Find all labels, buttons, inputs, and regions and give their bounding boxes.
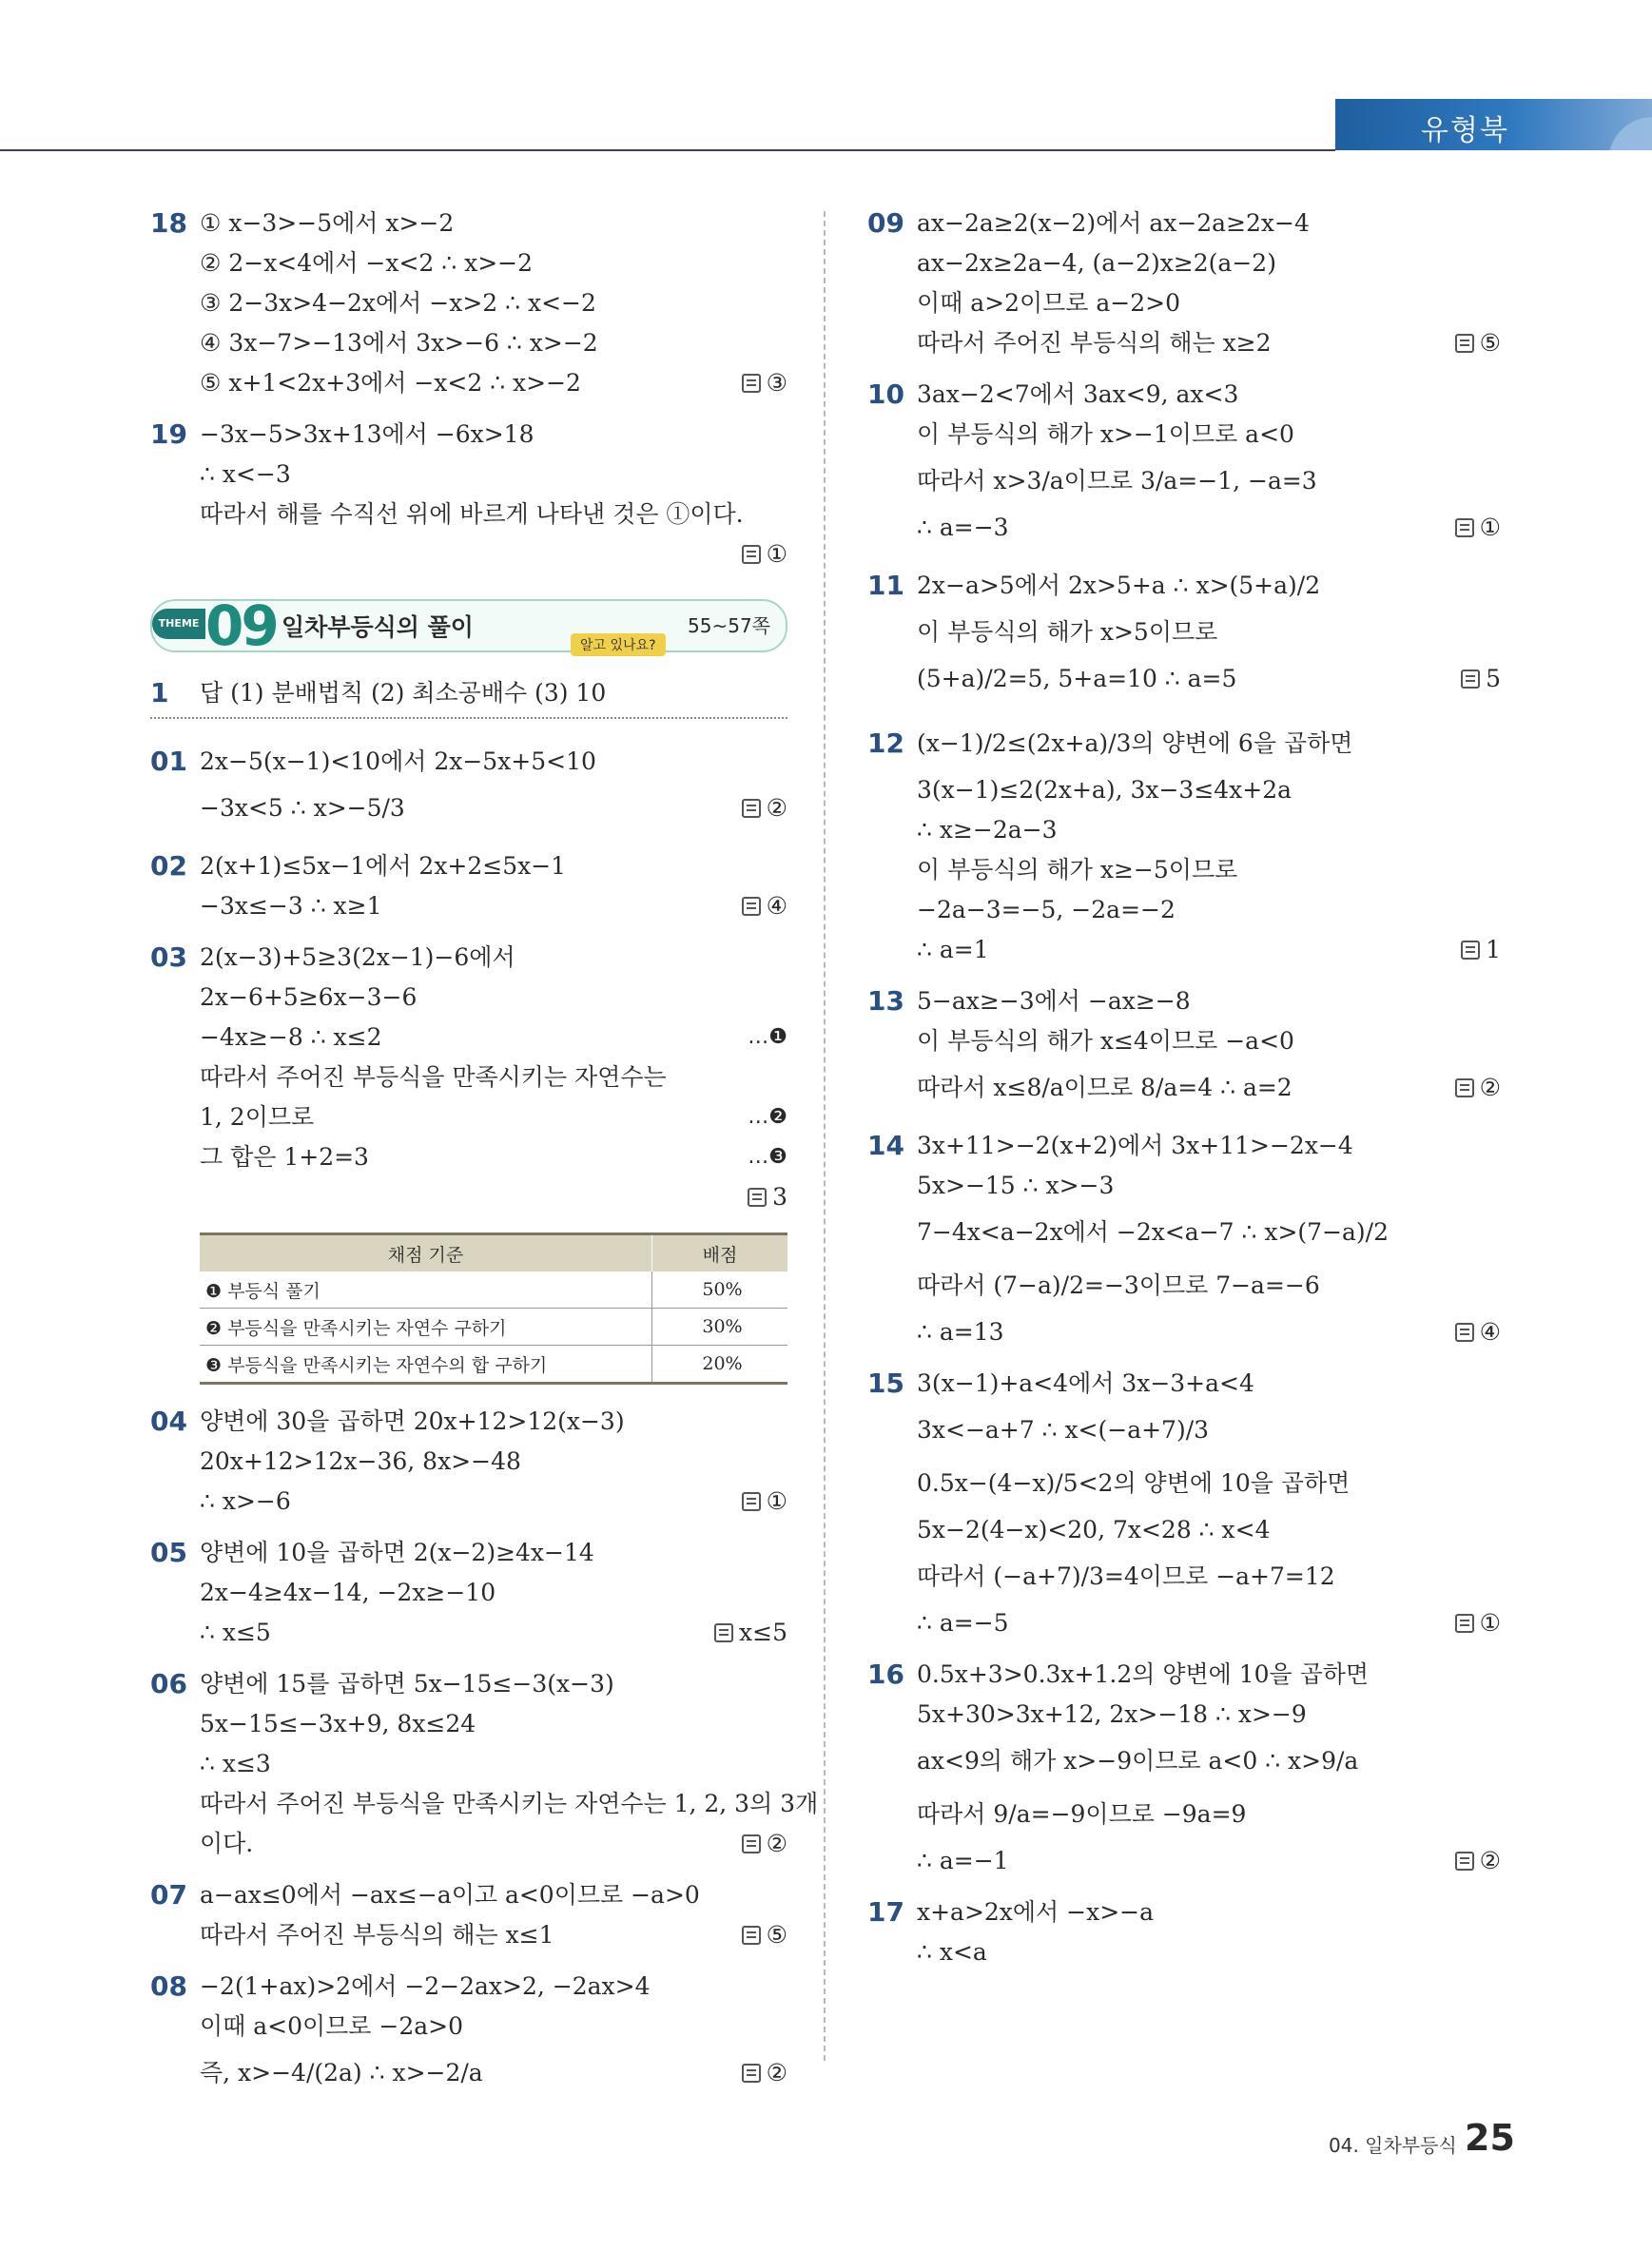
page-number: 25 [1465,2117,1515,2159]
solution-line [867,1695,1501,1735]
solution-text: −2a−3=−5, −2a=−2 [917,896,1176,923]
answer-icon [742,1926,761,1945]
solution-line [150,1018,787,1058]
solution-text: 5−ax≥−3에서 −ax≥−8 [917,987,1191,1015]
solution-line [867,930,1501,970]
theme-header [150,593,787,658]
solution-text: 5x>−15 ∴ x>−3 [917,1172,1115,1199]
solution-line [150,2047,787,2100]
solution-text: 2x−4≥4x−14, −2x≥−10 [200,1579,496,1606]
problem-solution [150,1875,787,1915]
answer [742,363,787,403]
solution-line [867,1457,1501,1510]
problem-solution [867,1126,1501,1166]
scoring-header-points: 배점 [652,1234,788,1272]
solution-text: 따라서 9/a=−9이므로 −9a=9 [917,1800,1247,1828]
solution-text: 따라서 x≤8/a이므로 8/a=4 ∴ a=2 [917,1074,1292,1101]
scoring-criteria: ❷ 부등식을 만족시키는 자연수 구하기 [200,1309,652,1346]
solution-line [150,782,787,835]
solution-line [150,323,787,363]
solution-line [867,1788,1501,1841]
problem-solution [150,1664,787,1704]
solution-text: 3x<−a+7 ∴ x<(−a+7)/3 [917,1416,1210,1444]
solution-text: 3x+11>−2(x+2)에서 3x+11>−2x−4 [917,1132,1353,1159]
theme-title: 일차부등식의 풀이 [282,613,474,641]
answer-value: ② [1479,1074,1501,1101]
solution-text: 따라서 (−a+7)/3=4이므로 −a+7=12 [917,1562,1335,1590]
solution-text: 0.5x+3>0.3x+1.2의 양변에 10을 곱하면 [917,1660,1370,1688]
solution-line [867,1603,1501,1643]
solution-line [867,850,1501,890]
solution-text: a−ax≤0에서 −ax≤−a이고 a<0이므로 −a>0 [200,1881,700,1909]
solution-line [867,612,1501,652]
theme-number: 09 [205,593,277,658]
answer-icon [1461,669,1480,689]
solution-text: ∴ a=−3 [917,514,1009,541]
solution-text: 5x−2(4−x)<20, 7x<28 ∴ x<4 [917,1516,1271,1543]
solution-text: (5+a)/2=5, 5+a=10 ∴ a=5 [917,665,1237,692]
scoring-criteria: ❸ 부등식을 만족시키는 자연수의 합 구하기 [200,1346,652,1384]
problem-number: 01 [150,746,187,777]
table-row [200,1271,787,1309]
solution-line [150,1097,787,1137]
dotted-divider [150,717,787,719]
answer-value: ① [766,1487,787,1515]
scoring-criteria: ❶ 부등식 풀기 [200,1271,652,1309]
problem-number: 02 [150,850,187,882]
solution-text: 2x−a>5에서 2x>5+a ∴ x>(5+a)/2 [917,572,1321,599]
step-marker: …❶ [748,1025,787,1049]
solution-text: 양변에 10을 곱하면 2(x−2)≥4x−14 [200,1539,594,1566]
answer-icon [714,1623,733,1642]
spacer [867,1881,1501,1892]
spacer [150,1864,787,1875]
solution-text: 이 부등식의 해가 x>5이므로 [917,618,1218,646]
problem-number: 1 [150,677,169,708]
answer-value: ① [766,540,787,568]
problem-number: 18 [150,207,187,239]
problem-solution [867,1364,1501,1404]
answer [742,534,787,574]
problem-number: 10 [867,378,904,410]
answer [1455,323,1501,363]
solution-text: ax−2a≥2(x−2)에서 ax−2a≥2x−4 [917,209,1310,237]
spacer [150,835,787,846]
answer-value: ⑤ [1479,329,1501,357]
answer [1455,508,1501,548]
answer [1461,930,1501,970]
solution-line [150,495,787,534]
solution-line [150,886,787,926]
solution-text: 20x+12>12x−36, 8x>−48 [200,1447,521,1475]
solution-text: 따라서 x>3/a이므로 3/a=−1, −a=3 [917,467,1317,495]
answer-value: ③ [766,369,787,397]
answer [742,1824,787,1864]
theme-pages: 55~57쪽 [688,614,770,637]
scoring-points: 20% [652,1346,788,1384]
table-row [200,1346,787,1384]
problem-number: 03 [150,941,187,973]
answer [1455,1841,1501,1881]
problem-number: 06 [150,1668,187,1699]
spacer [150,926,787,938]
solution-text: ∴ x≤5 [200,1619,271,1646]
answer [1455,1061,1501,1115]
problem-number: 13 [867,985,904,1017]
spacer [150,1522,787,1533]
solution-line [150,1744,787,1784]
solution-line [150,2007,787,2047]
problem-solution [150,1402,787,1442]
solution-text: ∴ a=1 [917,936,989,963]
spacer [867,706,1501,717]
answer-icon [748,1188,767,1207]
spacer [867,1643,1501,1655]
problem-number: 05 [150,1537,187,1568]
answer-value: ① [1479,1609,1501,1637]
solution-text: 이때 a>2이므로 a−2>0 [917,289,1181,317]
solution-line [867,283,1501,323]
solution-text: ⑤ x+1<2x+3에서 −x<2 ∴ x>−2 [200,369,581,397]
answer-icon [742,374,761,393]
solution-text: ax−2x≥2a−4, (a−2)x≥2(a−2) [917,249,1276,277]
solution-text: 2(x+1)≤5x−1에서 2x+2≤5x−1 [200,852,567,880]
solution-line [867,1841,1501,1881]
answer-value: 3 [772,1183,787,1211]
solution-line [150,455,787,495]
problem-number: 11 [867,570,904,601]
problem-solution [867,1655,1501,1695]
answer [742,2047,787,2100]
scoring-table [200,1232,787,1385]
solution-text: ∴ x>−6 [200,1487,291,1515]
problem-solution [150,846,787,886]
answer-icon [1461,941,1480,960]
answer-value: ④ [1479,1318,1501,1346]
spacer [150,1653,787,1664]
solution-line [867,1550,1501,1603]
solution-text: 따라서 주어진 부등식의 해는 x≥2 [917,329,1272,357]
problem-number: 15 [867,1368,904,1399]
solution-text: ② 2−x<4에서 −x<2 ∴ x>−2 [200,249,534,277]
solution-text: 따라서 (7−a)/2=−3이므로 7−a=−6 [917,1271,1320,1299]
spacer [867,1352,1501,1364]
left-column [150,204,819,2100]
solution-text: ∴ a=−1 [917,1847,1009,1874]
solution-text: −3x<5 ∴ x>−5/3 [200,794,405,822]
answer [1461,652,1501,706]
problem-solution [150,415,787,455]
solution-line [867,1206,1501,1259]
solution-text: 이다. [200,1830,254,1857]
left-solutions-top [150,204,787,574]
section-tab [1335,99,1652,150]
answer [714,1613,787,1653]
answer [1455,1603,1501,1643]
solution-line [150,1137,787,1177]
right-solutions [867,204,1501,1972]
theme-tag: THEME [152,609,205,639]
solution-line [150,243,787,283]
answer-icon [1455,1614,1474,1633]
solution-line [867,323,1501,363]
solution-line [150,1573,787,1613]
spacer [867,548,1501,559]
problem-solution [150,204,787,243]
solution-text: 따라서 해를 수직선 위에 바르게 나타낸 것은 ①이다. [200,500,744,528]
problem-solution [150,742,787,782]
problem-solution [150,673,787,713]
solution-text: 2(x−3)+5≥3(2x−1)−6에서 [200,943,515,971]
answer-value: ① [1479,514,1501,541]
answer-value: ⑤ [766,1921,787,1949]
solution-text: ④ 3x−7>−13에서 3x>−6 ∴ x>−2 [200,329,598,357]
solution-text: −3x−5>3x+13에서 −6x>18 [200,420,534,448]
solution-text: 답 (1) 분배법칙 (2) 최소공배수 (3) 10 [200,679,607,707]
problem-number: 16 [867,1659,904,1690]
solution-text: 따라서 주어진 부등식을 만족시키는 자연수는 [200,1063,667,1091]
problem-solution [867,717,1501,770]
table-row [200,1309,787,1346]
solution-line [867,770,1501,810]
solution-text: ∴ x≥−2a−3 [917,816,1058,844]
solution-text: ∴ x≤3 [200,1750,271,1777]
problem-number: 09 [867,207,904,239]
solution-text: ∴ x<a [917,1938,987,1966]
solution-line [867,1166,1501,1206]
tab-label: 유형북 [1421,114,1509,147]
solution-text: 0.5x−(4−x)/5<2의 양변에 10을 곱하면 [917,1469,1351,1497]
solution-text: ∴ a=−5 [917,1609,1009,1637]
solution-text: 그 합은 1+2=3 [200,1143,369,1171]
answer-value: 1 [1486,936,1501,963]
problem-number: 17 [867,1896,904,1928]
solution-line [867,508,1501,548]
problem-number: 14 [867,1130,904,1161]
answer [742,886,787,926]
answer-icon [742,799,761,818]
solution-text: (x−1)/2≤(2x+a)/3의 양변에 6을 곱하면 [917,729,1353,757]
step-marker: …❸ [748,1145,787,1169]
spacer [150,1955,787,1967]
answer [742,1915,787,1955]
solution-line [867,243,1501,283]
scoring-header-criteria: 채점 기준 [200,1234,652,1272]
answer-icon [742,897,761,916]
scoring-points: 50% [652,1271,788,1309]
solution-text: 양변에 15를 곱하면 5x−15≤−3(x−3) [200,1670,614,1698]
problem-number: 07 [150,1879,187,1911]
answer-value: ② [766,794,787,822]
problem-solution [867,375,1501,415]
solution-line [150,1915,787,1955]
answer [1455,1312,1501,1352]
problem-solution [867,204,1501,243]
answer-icon [742,1834,761,1853]
tab-decoration [1509,99,1652,150]
answer-value: x≤5 [739,1619,787,1646]
solution-text: 2x−5(x−1)<10에서 2x−5x+5<10 [200,747,596,775]
solution-text: ③ 2−3x>4−2x에서 −x>2 ∴ x<−2 [200,289,596,317]
solution-line [867,1312,1501,1352]
spacer [150,730,787,742]
answer-value: ② [1479,1847,1501,1874]
solution-text: 따라서 주어진 부등식을 만족시키는 자연수는 1, 2, 3의 3개 [200,1790,819,1817]
solution-line [150,1442,787,1482]
footer-chapter: 04. 일차부등식 [1329,2134,1457,2157]
problem-solution [867,981,1501,1021]
answer [748,1177,787,1217]
solution-line [150,1177,787,1217]
spacer [867,970,1501,981]
spacer [867,1115,1501,1126]
solution-line [867,415,1501,455]
header-rule [0,149,1335,151]
solution-line [867,1510,1501,1550]
solution-line [150,1482,787,1522]
answer-value: ④ [766,892,787,920]
answer-value: ② [766,2059,787,2086]
solution-text: −2(1+ax)>2에서 −2−2ax>2, −2ax>4 [200,1972,651,2000]
theme-badge: 알고 있나요? [571,633,666,656]
problem-solution [867,559,1501,612]
answer-icon [1455,1323,1474,1342]
problem-solution [867,1892,1501,1932]
solution-line [867,652,1501,706]
answer-icon [742,2064,761,2083]
solution-line [150,363,787,403]
answer-icon [742,545,761,564]
solution-line [867,1061,1501,1115]
solution-line [867,455,1501,508]
solution-text: 7−4x<a−2x에서 −2x<a−7 ∴ x>(7−a)/2 [917,1218,1390,1246]
solution-line [150,1784,819,1824]
solution-line [150,1058,787,1097]
solution-line [867,1021,1501,1061]
answer [742,1482,787,1522]
problem-solution [150,938,787,978]
solution-text: −3x≤−3 ∴ x≥1 [200,892,382,920]
solution-line [867,1404,1501,1457]
solution-text: 5x+30>3x+12, 2x>−18 ∴ x>−9 [917,1700,1307,1728]
answer-icon [1455,1852,1474,1871]
step-marker: …❷ [748,1105,787,1129]
solution-line [150,283,787,323]
solution-text: 3(x−1)+a<4에서 3x−3+a<4 [917,1369,1254,1397]
problem-number: 04 [150,1406,187,1437]
solution-text: 3(x−1)≤2(2x+a), 3x−3≤4x+2a [917,776,1292,804]
solution-text: 1, 2이므로 [200,1103,315,1131]
solution-text: 따라서 주어진 부등식의 해는 x≤1 [200,1921,554,1949]
solution-text: 이때 a<0이므로 −2a>0 [200,2012,464,2040]
problem-number: 08 [150,1970,187,2002]
solution-text: ① x−3>−5에서 x>−2 [200,209,455,237]
solution-text: ax<9의 해가 x>−9이므로 a<0 ∴ x>9/a [917,1747,1359,1775]
solution-text: 즉, x>−4/(2a) ∴ x>−2/a [200,2059,483,2086]
answer-value: 5 [1486,665,1501,692]
solution-text: 이 부등식의 해가 x≥−5이므로 [917,856,1238,883]
solution-text: −4x≥−8 ∴ x≤2 [200,1023,382,1051]
solution-text: 이 부등식의 해가 x≤4이므로 −a<0 [917,1027,1294,1055]
spacer [867,363,1501,375]
solution-text: 5x−15≤−3x+9, 8x≤24 [200,1710,476,1737]
solution-text: 2x−6+5≥6x−3−6 [200,983,418,1011]
spacer [150,403,787,415]
solution-text: ∴ a=13 [917,1318,1004,1346]
solution-line [150,534,787,574]
solution-line [867,810,1501,850]
solution-line [867,1259,1501,1312]
solution-line [150,1613,787,1653]
solution-line [867,1932,1501,1972]
solution-line [867,890,1501,930]
solution-line [867,1735,1501,1788]
problem-solution [150,1967,787,2007]
problem-solution [150,1533,787,1573]
answer [742,782,787,835]
right-column [867,204,1501,1972]
solution-text: 3ax−2<7에서 3ax<9, ax<3 [917,380,1239,408]
scoring-points: 30% [652,1309,788,1346]
left-solutions-middle [150,673,787,1217]
answer-icon [1455,1078,1474,1097]
solution-line [150,978,787,1018]
solution-line [150,1824,787,1864]
answer-icon [1455,334,1474,353]
solution-text: ∴ x<−3 [200,460,291,488]
left-solutions-bottom [150,1402,819,2100]
solution-text: 이 부등식의 해가 x>−1이므로 a<0 [917,420,1294,448]
solution-text: x+a>2x에서 −x>−a [917,1898,1154,1926]
answer-value: ② [766,1830,787,1857]
solution-text: 양변에 30을 곱하면 20x+12>12(x−3) [200,1407,625,1435]
problem-number: 12 [867,728,904,759]
answer-icon [1455,518,1474,537]
answer-icon [742,1492,761,1511]
solution-line [150,1704,787,1744]
problem-number: 19 [150,418,187,450]
column-divider [824,211,826,2061]
